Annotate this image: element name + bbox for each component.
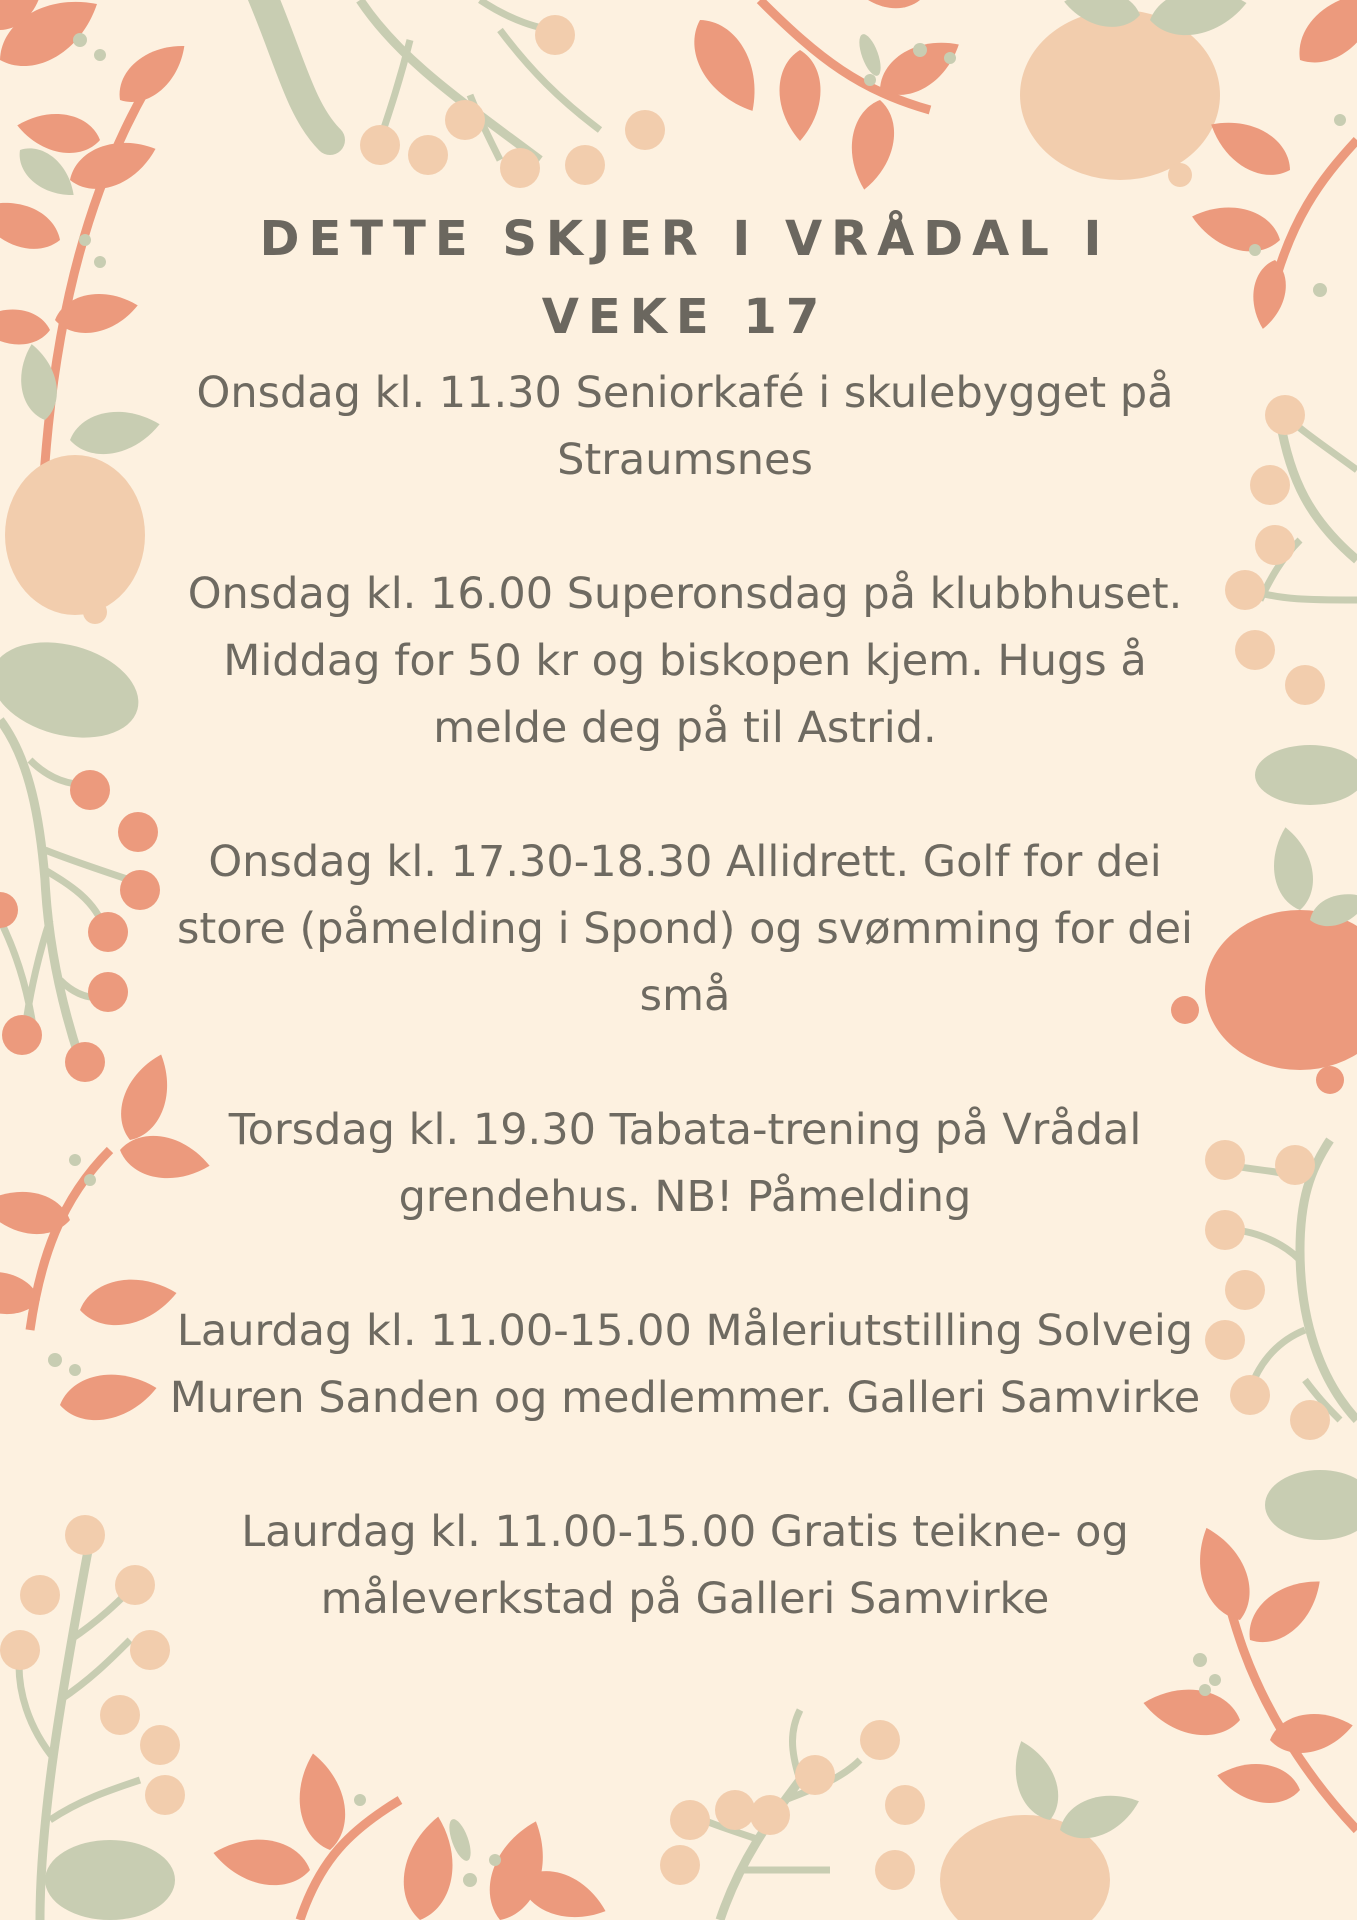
peach-lemon-left [5,455,145,624]
event-item: Onsdag kl. 11.30 Seniorkafé i skulebygget på Straumsnes [196,368,1174,485]
sage-branch-left-middle [0,627,160,1082]
sage-branch-right-lower [1205,1140,1357,1540]
event-item: Onsdag kl. 16.00 Superonsdag på klubbhuset. Middag for 50 kr og biskopen kjem. Hugs å melde deg på til Astrid. [187,569,1183,753]
sage-branch-right-upper [1225,395,1357,805]
peach-lemon-top-right [1020,0,1250,187]
sage-branch-top [260,0,665,188]
peach-lemon-bottom-right [940,1735,1145,1920]
coral-branch-bottom-center [210,1750,613,1920]
coral-branch-right-top [1187,0,1357,332]
sage-branch-left-bottom [0,1515,185,1920]
event-item: Torsdag kl. 19.30 Tabata-trening på Vrådal grendehus. NB! Påmelding [228,1105,1142,1222]
poster-title: DETTE SKJER I VRÅDAL I VEKE 17 [259,211,1111,345]
event-item: Onsdag kl. 17.30-18.30 Allidrett. Golf for dei store (påmelding i Spond) og svømming for dei små [177,837,1193,1021]
event-listing [160,200,1210,1633]
coral-branch-top-right [680,0,970,193]
sage-branch-bottom-center [660,1710,925,1920]
event-list [160,360,1210,1633]
event-item: Laurdag kl. 11.00-15.00 Måleriutstilling Solveig Muren Sanden og medlemmer. Galleri Samvirke [169,1306,1201,1423]
event-item: Laurdag kl. 11.00-15.00 Gratis teikne- og måleverkstad på Galleri Samvirke [241,1507,1129,1624]
